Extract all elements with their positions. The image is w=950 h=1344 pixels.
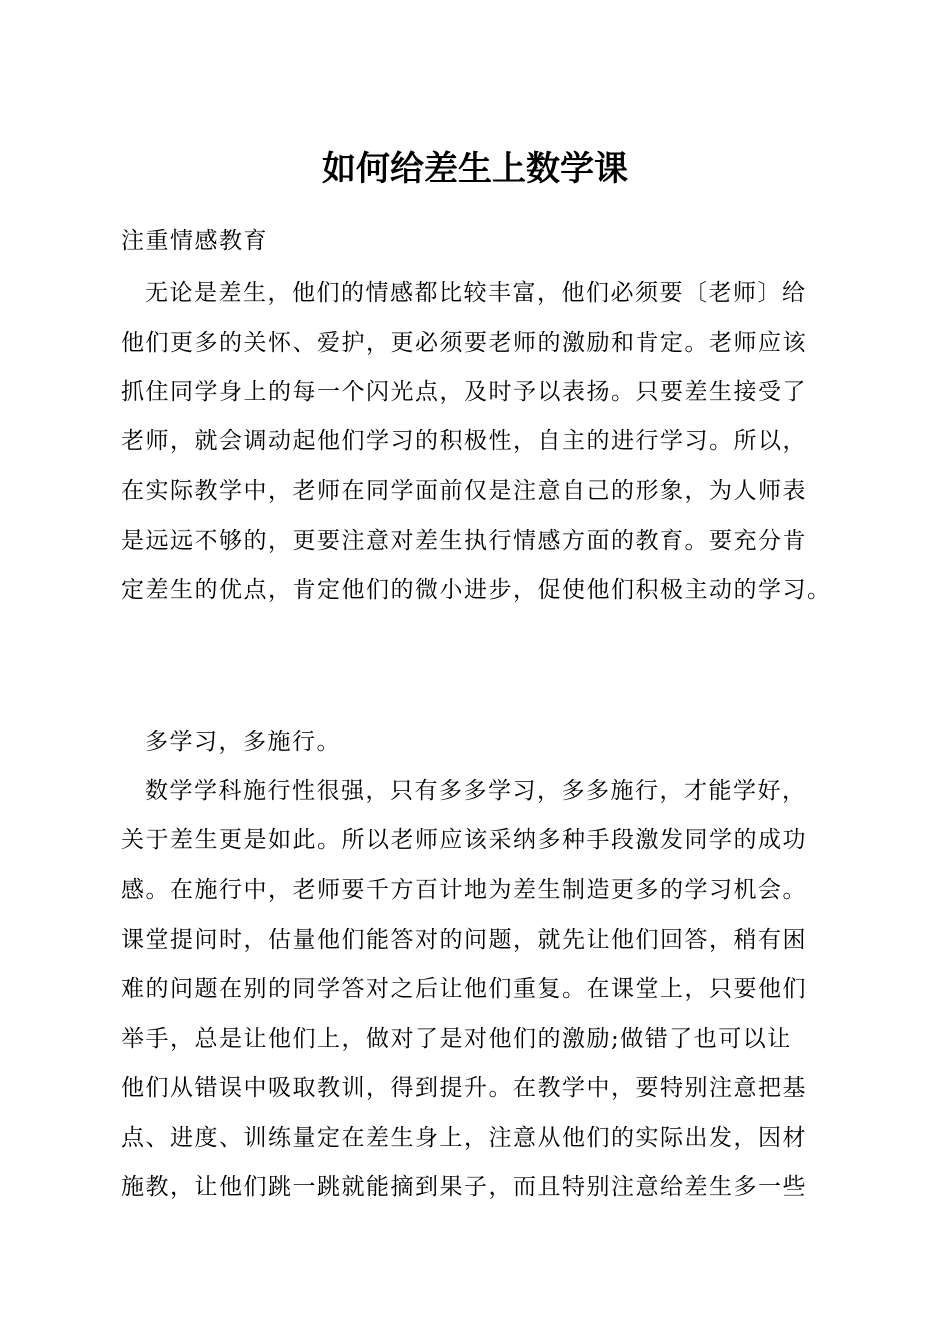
paragraph-line: 是远远不够的，更要注意对差生执行情感方面的教育。要充分肯 bbox=[121, 528, 807, 554]
paragraph-line: 施教，让他们跳一跳就能摘到果子，而且特别注意给差生多一些 bbox=[121, 1174, 807, 1200]
paragraph-line: 抓住同学身上的每一个闪光点，及时予以表扬。只要差生接受了 bbox=[121, 379, 807, 405]
paragraph-line: 无论是差生，他们的情感都比较丰富，他们必须要〔老师〕给 bbox=[145, 280, 807, 306]
paragraph-line: 难的问题在别的同学答对之后让他们重复。在课堂上，只要他们 bbox=[121, 976, 807, 1002]
paragraph-line: 点、进度、训练量定在差生身上，注意从他们的实际出发，因材 bbox=[121, 1125, 807, 1151]
paragraph-line: 关于差生更是如此。所以老师应该采纳多种手段激发同学的成功 bbox=[121, 827, 807, 853]
document-title: 如何给差生上数学课 bbox=[322, 149, 628, 189]
paragraph-line: 他们更多的关怀、爱护，更必须要老师的激励和肯定。老师应该 bbox=[121, 330, 807, 356]
paragraph-line: 举手，总是让他们上，做对了是对他们的激励;做错了也可以让 bbox=[121, 1026, 792, 1052]
paragraph-line: 老师，就会调动起他们学习的积极性，自主的进行学习。所以， bbox=[121, 428, 807, 454]
paragraph-line: 感。在施行中，老师要千方百计地为差生制造更多的学习机会。 bbox=[121, 877, 807, 903]
paragraph-line: 定差生的优点，肯定他们的微小进步，促使他们积极主动的学习。 bbox=[121, 577, 832, 603]
paragraph-line: 课堂提问时，估量他们能答对的问题，就先让他们回答，稍有困 bbox=[121, 927, 807, 953]
section-heading-emotional-education: 注重情感教育 bbox=[121, 228, 268, 254]
paragraph-line: 数学学科施行性很强，只有多多学习，多多施行，才能学好， bbox=[145, 778, 807, 804]
paragraph-line: 他们从错误中吸取教训，得到提升。在教学中，要特别注意把基 bbox=[121, 1075, 807, 1101]
paragraph-line: 在实际教学中，老师在同学面前仅是注意自己的形象，为人师表 bbox=[121, 478, 807, 504]
section-heading-learn-practice: 多学习，多施行。 bbox=[145, 729, 341, 755]
